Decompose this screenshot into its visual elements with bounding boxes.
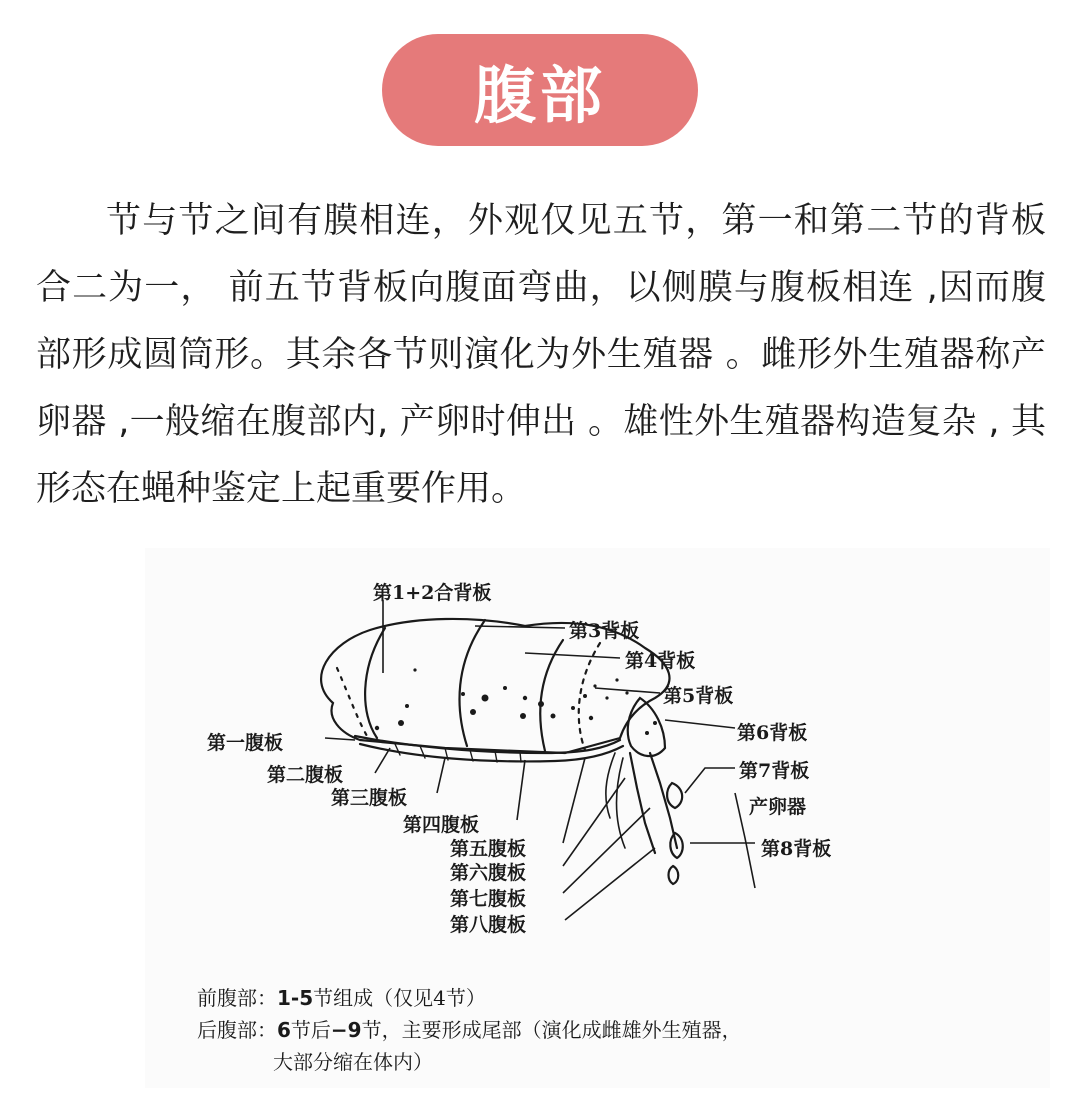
- lateral-membrane: [337, 668, 367, 736]
- label-sternite-2: 第二腹板: [267, 764, 344, 786]
- label-sternite-7: 第七腹板: [450, 888, 527, 910]
- label-sternite-6: 第六腹板: [450, 862, 527, 884]
- label-tergite-5: 第5背板: [663, 685, 734, 707]
- body-paragraph: 节与节之间有膜相连，外观仅见五节，第一和第二节的背板合二为一， 前五节背板向腹面弯曲，以侧膜与腹板相连 ,因而腹部形成圆筒形。其余各节则演化为外生殖器 。雌形外生殖器称产卵器 ,一般缩在腹部内, 产卵时伸出 。雄性外生殖器构造复杂 , 其形态在蝇种鉴定上起重要作用。: [36, 201, 1046, 509]
- page-title: 腹部: [473, 58, 606, 132]
- caption-1-bold: 1-5: [277, 986, 314, 1010]
- leader-tergite-4: [525, 653, 620, 658]
- label-tergite-8: 第8背板: [761, 838, 832, 860]
- label-sternite-3: 第三腹板: [331, 787, 408, 809]
- tergite-divider-2: [460, 620, 485, 746]
- label-sternite-5: 第五腹板: [450, 838, 527, 860]
- caption-line-1: [197, 982, 486, 1011]
- abdomen-diagram: [145, 548, 1050, 1088]
- label-tergite-7: 第7背板: [739, 760, 810, 782]
- caption-1-prefix: 前腹部：: [197, 986, 277, 1010]
- caption-2-bold-1: 6: [277, 1018, 291, 1042]
- leader-tergite-6: [665, 720, 735, 728]
- segment-6: [628, 698, 665, 756]
- leader-sternite-5: [563, 758, 585, 843]
- caption-2-bold-2: −9: [330, 1018, 362, 1042]
- leader-sternite-3: [437, 758, 445, 793]
- segment-7: [667, 783, 682, 808]
- label-sternite-1: 第一腹板: [207, 732, 284, 754]
- label-sternite-4: 第四腹板: [403, 814, 480, 836]
- label-tergite-6: 第6背板: [737, 722, 808, 744]
- leader-tergite-7: [685, 768, 735, 793]
- label-tergite-4: 第4背板: [625, 650, 696, 672]
- label-ovipositor: 产卵器: [749, 796, 807, 818]
- caption-line-3: 大部分缩在体内）: [273, 1050, 433, 1074]
- leader-sternite-6: [563, 778, 625, 866]
- leader-sternite-1: [325, 738, 355, 740]
- tergite-divider-4: [579, 643, 600, 750]
- leader-sternite-7: [563, 808, 650, 893]
- caption-1-suffix: 节组成（仅见4节）: [313, 986, 486, 1010]
- caption-2-suffix: 节，主要形成尾部（演化成雌雄外生殖器，: [361, 1018, 742, 1042]
- leader-tergite-3: [475, 626, 565, 628]
- label-sternite-8: 第八腹板: [450, 914, 527, 936]
- leader-sternite-4: [517, 760, 525, 820]
- caption-2-prefix: 后腹部：: [197, 1018, 277, 1042]
- spots: [375, 668, 657, 735]
- label-tergite-1-2: 第1+2合背板: [373, 582, 492, 604]
- label-tergite-3: 第3背板: [569, 620, 640, 642]
- tergite-divider-1: [365, 628, 385, 738]
- leader-sternite-8: [565, 848, 655, 920]
- tergite-divider-3: [540, 640, 563, 751]
- caption-line-2: [197, 1014, 742, 1043]
- caption-2-mid: 节后: [290, 1018, 331, 1042]
- title-pill: [382, 34, 698, 146]
- ovipositor-tip: [669, 866, 679, 884]
- leader-sternite-2: [375, 748, 390, 773]
